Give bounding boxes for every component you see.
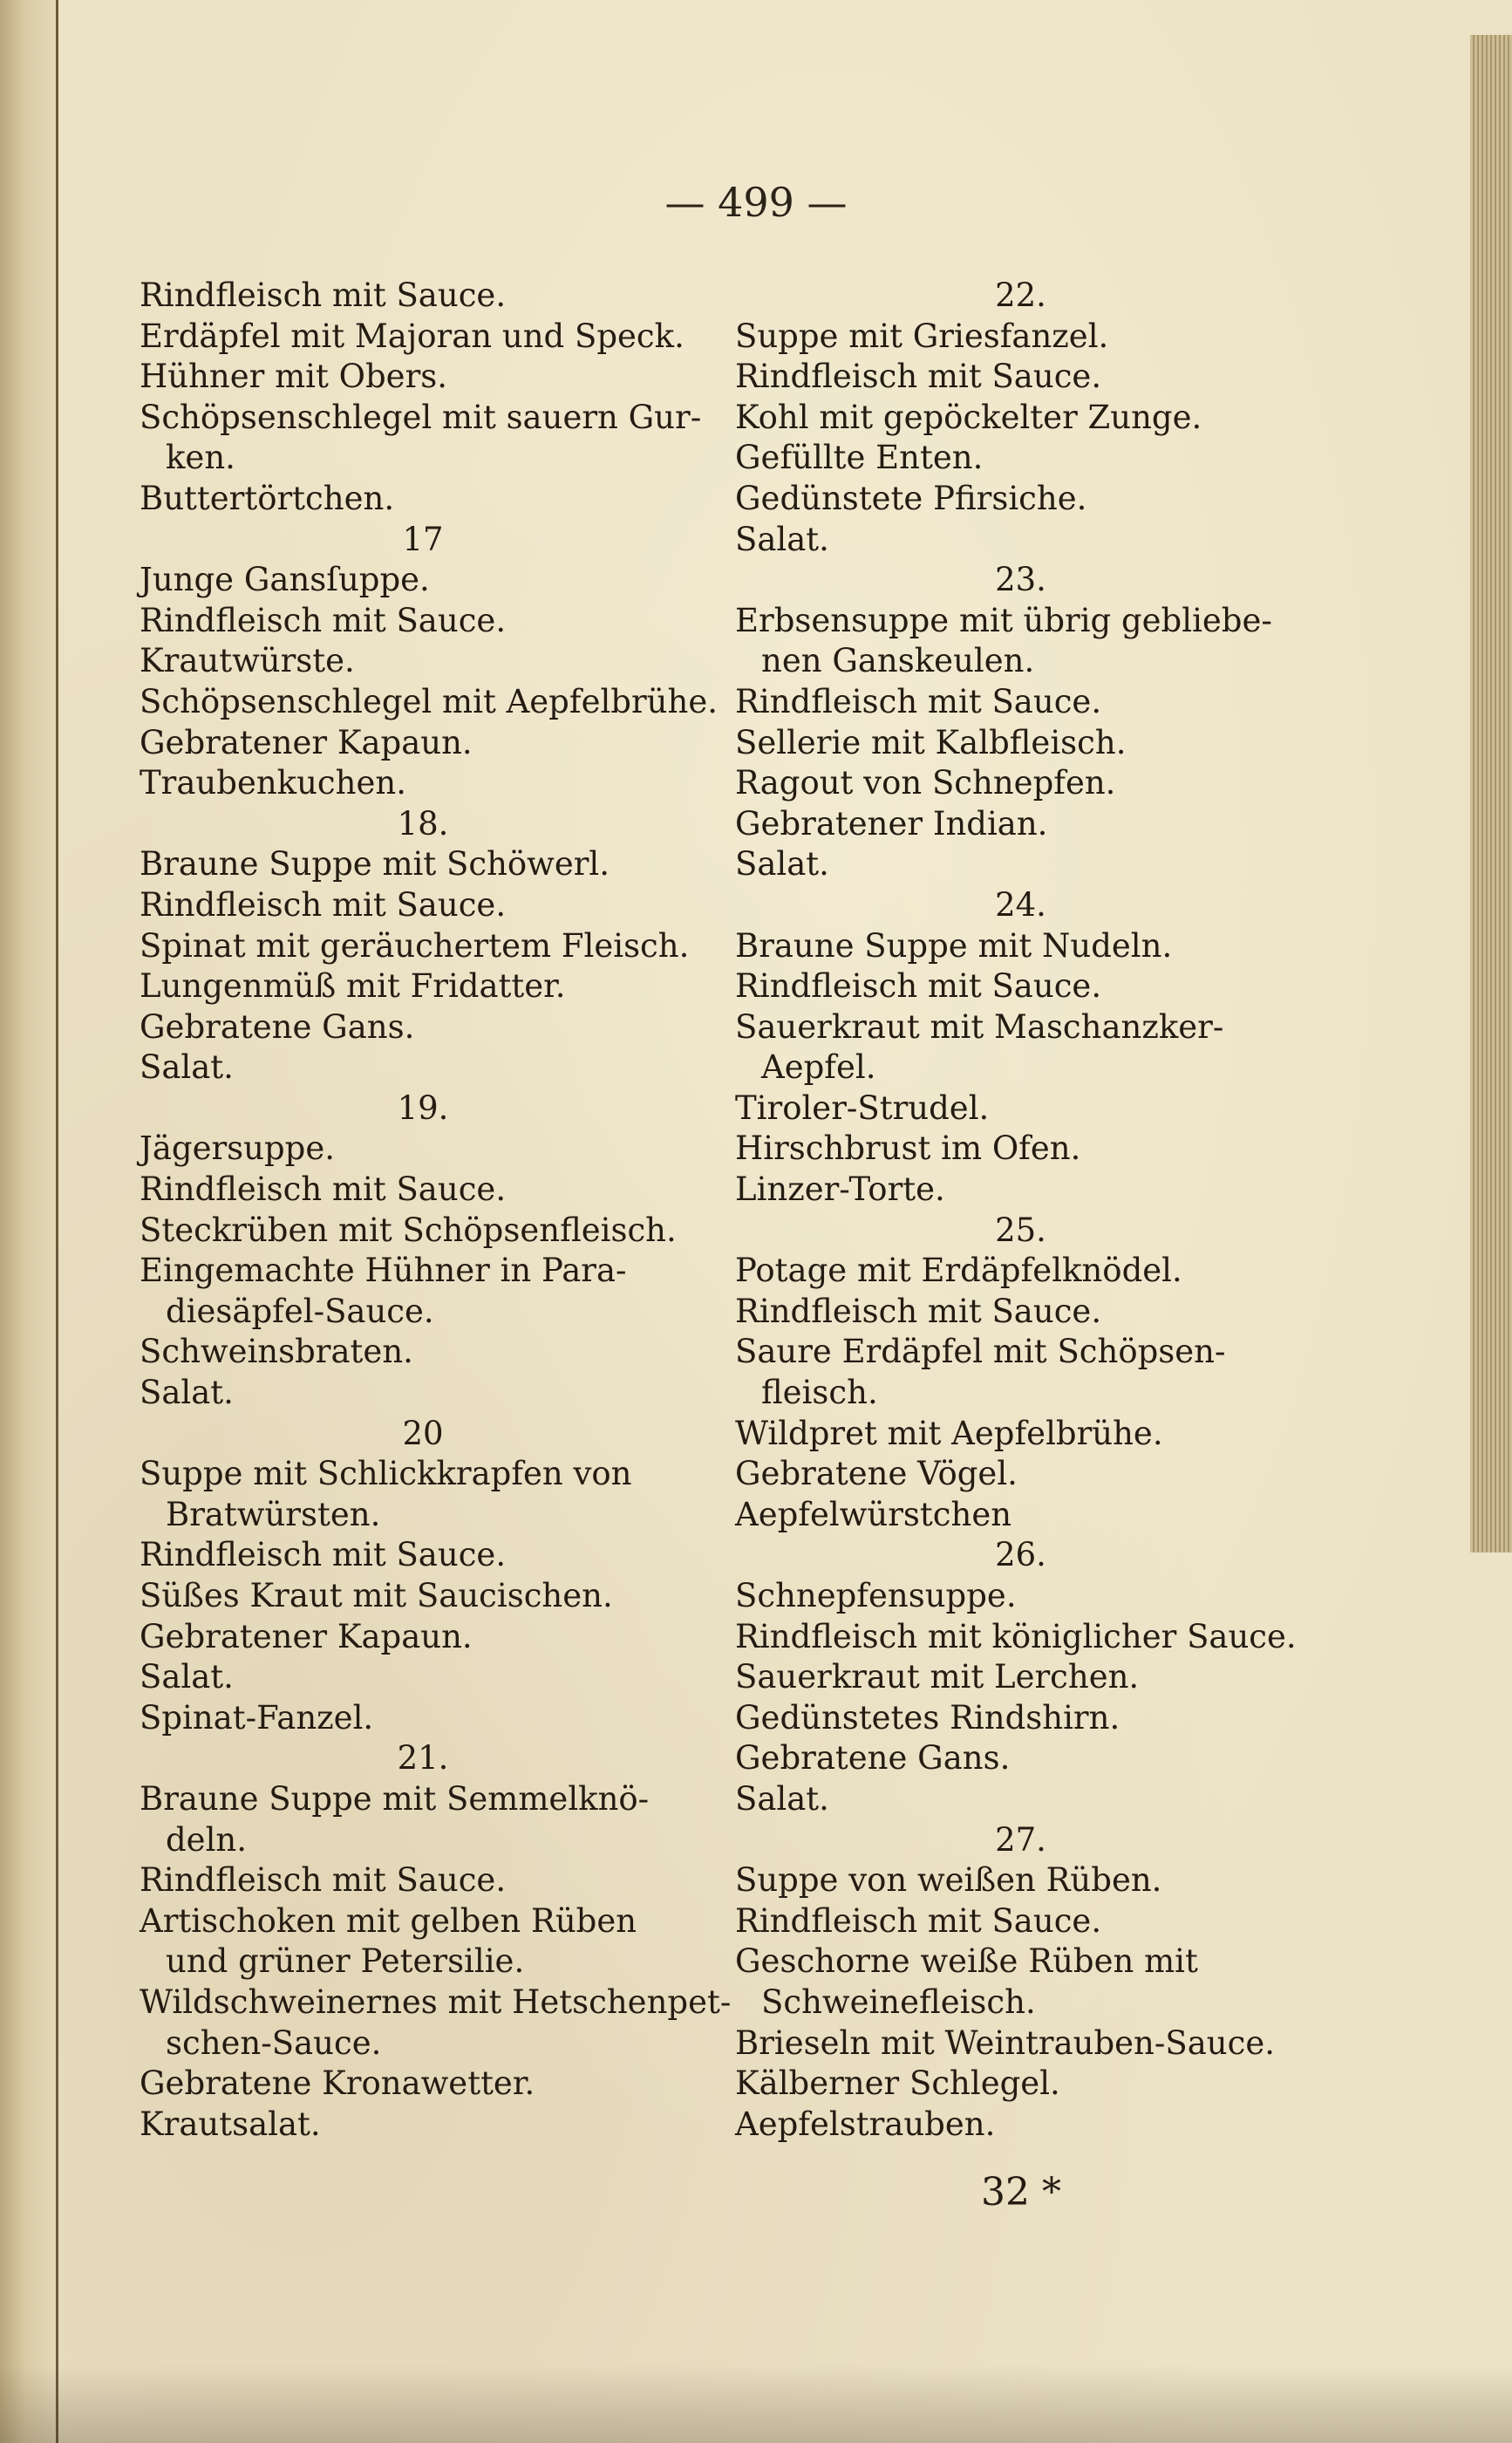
menu-item: Jägersuppe.: [140, 1129, 336, 1168]
menu-item: Gebratene Kronawetter.: [140, 2064, 535, 2103]
menu-number-heading: 24.: [995, 885, 1046, 924]
right-column: [735, 276, 1306, 2145]
menu-item: Schöpsenschlegel mit Aepfelbrühe.: [140, 682, 718, 720]
menu-item: Saure Erdäpfel mit Schöpsen-: [735, 1333, 1226, 1371]
menu-item: Eingemachte Hühner in Para-: [140, 1252, 627, 1290]
menu-item: Rindfleisch mit Sauce.: [735, 967, 1102, 1006]
menu-item: Potage mit Erdäpfelknödel.: [735, 1252, 1182, 1290]
menu-item: Spinat-Fanzel.: [140, 1698, 374, 1737]
menu-item: Salat.: [140, 1658, 234, 1696]
page-edges: [1470, 35, 1512, 1552]
menu-item: Gebratener Kapaun.: [140, 723, 473, 761]
page-shadow: [0, 2365, 1512, 2443]
menu-item: Suppe von weißen Rüben.: [735, 1861, 1162, 1900]
menu-item: Salat.: [735, 520, 829, 558]
menu-item: Gebratener Kapaun.: [140, 1617, 473, 1655]
menu-item: Ragout von Schnepfen.: [735, 764, 1116, 802]
menu-item: Gedünstete Pfirsiche.: [735, 479, 1087, 517]
menu-item: Erbsensuppe mit übrig gebliebe-: [735, 601, 1272, 639]
menu-item-continuation: fleisch.: [761, 1374, 878, 1412]
menu-item: Aepfelstrauben.: [735, 2105, 996, 2143]
menu-item: Kohl mit gepöckelter Zunge.: [735, 398, 1202, 436]
menu-item: Rindfleisch mit Sauce.: [140, 1170, 507, 1209]
menu-item: Rindfleisch mit Sauce.: [140, 276, 507, 314]
menu-item: Artischoken mit gelben Rüben: [140, 1901, 637, 1940]
menu-number-heading: 21.: [397, 1739, 449, 1778]
menu-item: Sauerkraut mit Lerchen.: [735, 1658, 1140, 1696]
menu-item: Lungenmüß mit Fridatter.: [140, 967, 566, 1006]
menu-item: Rindfleisch mit Sauce.: [735, 682, 1102, 720]
menu-item: Gebratene Gans.: [140, 1007, 415, 1046]
menu-item: Rindfleisch mit Sauce.: [735, 1292, 1102, 1330]
menu-number-heading: 17: [402, 520, 444, 558]
menu-item: Rindfleisch mit königlicher Sauce.: [735, 1617, 1297, 1655]
menu-item: Hirschbrust im Ofen.: [735, 1129, 1081, 1168]
menu-item: Rindfleisch mit Sauce.: [140, 601, 507, 639]
menu-item: Wildschweinernes mit Hetschenpet-: [140, 1982, 732, 2021]
menu-item-continuation: deln.: [166, 1820, 248, 1859]
menu-item: Brieseln mit Weintrauben-Sauce.: [735, 2023, 1276, 2062]
menu-item: Schweinsbraten.: [140, 1333, 413, 1371]
menu-item-continuation: Schweinefleisch.: [761, 1982, 1036, 2021]
menu-item: Salat.: [735, 845, 829, 884]
book-gutter: [0, 0, 58, 2443]
menu-item: Rindfleisch mit Sauce.: [735, 358, 1102, 396]
menu-item: Junge Gansſuppe.: [140, 561, 430, 599]
menu-number-heading: 18.: [397, 804, 449, 843]
menu-item: Salat.: [735, 1779, 829, 1818]
menu-item-continuation: schen-Sauce.: [166, 2023, 382, 2062]
menu-number-heading: 26.: [995, 1536, 1046, 1574]
menu-item: Rindfleisch mit Sauce.: [140, 1861, 507, 1900]
left-column: [140, 276, 732, 2145]
menu-item-continuation: und grüner Petersilie.: [166, 1942, 525, 1981]
menu-item: Krautwürste.: [140, 642, 355, 680]
menu-item: Suppe mit Griesfanzel.: [735, 317, 1109, 355]
menu-item: Braune Suppe mit Nudeln.: [735, 926, 1173, 965]
menu-item: Steckrüben mit Schöpsenfleisch.: [140, 1211, 677, 1249]
menu-item: Rindfleisch mit Sauce.: [140, 885, 507, 924]
menu-number-heading: 27.: [995, 1820, 1046, 1859]
menu-number-heading: 25.: [995, 1211, 1046, 1249]
menu-item: Krautsalat.: [140, 2105, 321, 2143]
menu-item-continuation: Bratwürsten.: [166, 1495, 381, 1533]
menu-item: Salat.: [140, 1374, 234, 1412]
menu-item: Buttertörtchen.: [140, 479, 395, 517]
menu-item-continuation: ken.: [166, 439, 235, 477]
menu-item-continuation: nen Ganskeulen.: [761, 642, 1035, 680]
menu-item: Gedünstetes Rindshirn.: [735, 1698, 1120, 1737]
menu-number-heading: 22.: [995, 276, 1046, 314]
menu-item: Sellerie mit Kalbfleisch.: [735, 723, 1127, 761]
menu-item: Gefüllte Enten.: [735, 439, 984, 477]
menu-item: Rindfleisch mit Sauce.: [735, 1901, 1102, 1940]
menu-item: Gebratene Gans.: [735, 1739, 1011, 1778]
menu-item: Traubenkuchen.: [140, 764, 406, 802]
menu-number-heading: 19.: [397, 1088, 449, 1127]
menu-item-continuation: Aepfel.: [761, 1048, 876, 1087]
menu-item: Geschorne weiße Rüben mit: [735, 1942, 1198, 1981]
menu-number-heading: 20: [402, 1414, 444, 1452]
menu-item: Gebratener Indian.: [735, 804, 1048, 843]
menu-item: Sauerkraut mit Maschanzker-: [735, 1007, 1224, 1046]
menu-item-continuation: diesäpfel-Sauce.: [166, 1292, 434, 1330]
menu-item: Spinat mit geräuchertem Fleisch.: [140, 926, 690, 965]
signature-mark: 32 *: [981, 2170, 1061, 2214]
menu-number-heading: 23.: [995, 561, 1046, 599]
menu-item: Süßes Kraut mit Saucischen.: [140, 1577, 613, 1614]
menu-item: Braune Suppe mit Schöwerl.: [140, 845, 610, 884]
menu-item: Tiroler-Strudel.: [735, 1088, 990, 1127]
menu-item: Suppe mit Schlickkrapfen von: [140, 1455, 632, 1493]
menu-item: Schnepfensuppe.: [735, 1577, 1017, 1614]
menu-item: Braune Suppe mit Semmelknö-: [140, 1779, 650, 1818]
menu-item: Aepfelwürstchen: [735, 1495, 1012, 1533]
menu-item: Hühner mit Obers.: [140, 358, 447, 396]
menu-item: Linzer-Torte.: [735, 1170, 945, 1209]
menu-item: Wildpret mit Aepfelbrühe.: [735, 1414, 1163, 1452]
menu-item: Gebratene Vögel.: [735, 1455, 1018, 1493]
menu-item: Erdäpfel mit Majoran und Speck.: [140, 317, 684, 355]
menu-item: Kälberner Schlegel.: [735, 2064, 1060, 2103]
menu-item: Schöpsenschlegel mit sauern Gur-: [140, 398, 702, 436]
menu-item: Salat.: [140, 1048, 234, 1087]
page-number: — 499 —: [664, 179, 848, 226]
menu-item: Rindfleisch mit Sauce.: [140, 1536, 507, 1574]
